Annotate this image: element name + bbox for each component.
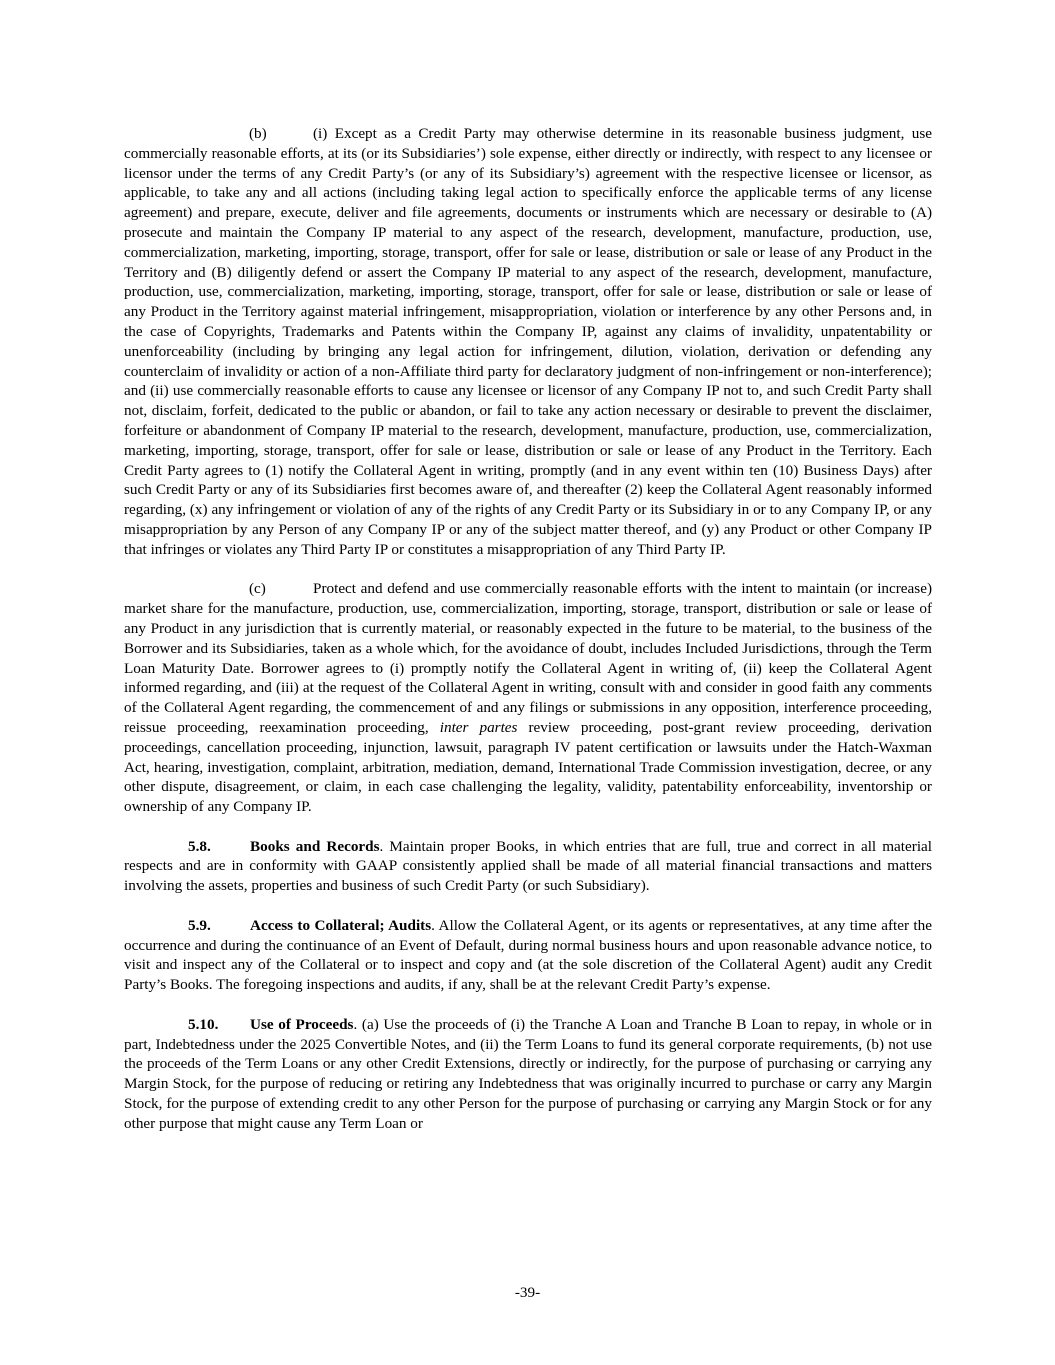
- paragraph-c-text-part-2: review proceeding, post-grant review proceeding, derivation proceedings, cancellation proceeding, injunction, lawsuit, paragraph IV patent certification or lawsuits under the Hatch-Waxman Act, hearing, investigation, complaint, arbitration, mediation, demand, International Trade Commission investigation, decree, or any other dispute, disagreement, or claim, in each case challenging the legality, validity, patentability enforceability, inventorship or ownership of any Company IP.: [124, 718, 933, 816]
- document-page: [124, 124, 932, 1153]
- section-5-9-number: 5.9.: [188, 916, 211, 934]
- paragraph-c: [124, 579, 932, 817]
- section-5-10-number: 5.10.: [188, 1015, 219, 1033]
- paragraph-b: [124, 124, 932, 560]
- section-5-10: [124, 1015, 932, 1134]
- section-5-8: [124, 837, 932, 896]
- paragraph-b-text: (i) Except as a Credit Party may otherwise determine in its reasonable business judgment, use commercially reasonable efforts, at its (or its Subsidiaries’) sole expense, either directly or indirectly, with respect to any licensee or licensor under the terms of any Credit Party’s (or any of its Subsidiary’s) agreement with the respective licensee or licensor, as applicable, to take any and all actions (including taking legal action to specifically enforce the applicable terms of any license agreement) and prepare, execute, deliver and file agreements, documents or instruments which are necessary or desirable to (A) prosecute and maintain the Company IP material to any aspect of the research, development, manufacture, production, use, commercialization, marketing, importing, storage, transport, offer for sale or lease, distribution or sale or lease of any Product in the Territory and (B) diligently defend or assert the Company IP material to any aspect of the research, development, manufacture, production, use, commercialization, marketing, importing, storage, transport, offer for sale or lease, distribution or sale or lease of any Product in the Territory against material infringement, misappropriation, violation or interference by any other Persons and, in the case of Copyrights, Trademarks and Patents within the Company IP, against any claims of invalidity, unpatentability or unenforceability (including by bringing any legal action for infringement, dilution, violation, derivation or defending any counterclaim of invalidity or action of a non-Affiliate third party for declaratory judgment of non-infringement or non-interference); and (ii) use commercially reasonable efforts to cause any licensee or licensor of any Company IP not to, and such Credit Party shall not, disclaim, forfeit, dedicated to the public or abandon, or fail to take any action necessary or desirable to prevent the disclaimer, forfeiture or abandonment of Company IP material to the research, development, manufacture, production, use, commercialization, marketing, importing, storage, transport, offer for sale or lease, distribution or sale or lease of any Product in the Territory. Each Credit Party agrees to (1) notify the Collateral Agent in writing, promptly (and in any event within ten (10) Business Days) after such Credit Party or any of its Subsidiaries first becomes aware of, and thereafter (2) keep the Collateral Agent reasonably informed regarding, (x) any infringement or violation of any of the rights of any Credit Party or its Subsidiary in or to any Company IP, or any misappropriation by any Person of any Company IP or any of the subject matter thereof, and (y) any Product or other Company IP that infringes or violates any Third Party IP or constitutes a misappropriation of any Third Party IP.: [124, 125, 932, 558]
- page-number: -39-: [514, 1284, 541, 1301]
- section-5-10-text: . (a) Use the proceeds of (i) the Tranche A Loan and Tranche B Loan to repay, in whole or in part, Indebtedness under the 2025 Convertible Notes, and (ii) the Term Loans to fund its general corporate requirements, (b) not use the proceeds of the Term Loans or any other Credit Extensions, directly or indirectly, for the purpose of purchasing or carrying any Margin Stock, for the purpose of reducing or retiring any Indebtedness that was originally incurred to purchase or carry any Margin Stock, for the purpose of extending credit to any other Person for the purpose of purchasing or carrying any Margin Stock or for any other purpose that might cause any Term Loan or: [124, 1015, 932, 1132]
- section-5-9: [124, 916, 932, 995]
- paragraph-c-italic-term: inter partes: [439, 718, 518, 736]
- section-5-9-title: Access to Collateral; Audits: [250, 916, 432, 934]
- section-5-8-number: 5.8.: [188, 837, 211, 855]
- section-5-10-title: Use of Proceeds: [250, 1015, 354, 1033]
- section-5-8-text: . Maintain proper Books, in which entries that are full, true and correct in all material respects and are in conformity with GAAP consistently applied shall be made of all material financial transactions and matters involving the assets, properties and business of such Credit Party (or such Subsidiary).: [124, 837, 932, 895]
- section-5-8-title: Books and Records: [250, 837, 380, 855]
- paragraph-c-text-part-1: Protect and defend and use commercially reasonable efforts with the intent to maintain (or increase) market share for the manufacture, production, use, commercialization, importing, storage, transport, distribution or sale or lease of any Product in any jurisdiction that is currently material, or reasonably expected in the future to be material, to the business of the Borrower and its Subsidiaries, taken as a whole which, for the avoidance of doubt, includes Included Jurisdictions, through the Term Loan Maturity Date. Borrower agrees to (i) promptly notify the Collateral Agent in writing of, (ii) keep the Collateral Agent informed regarding, and (iii) at the request of the Collateral Agent in writing, consult with and consider in good faith any comments of the Collateral Agent regarding, the commencement of and any filings or submissions in any opposition, interference proceeding, reissue proceeding, reexamination proceeding,: [124, 580, 932, 736]
- paragraph-b-label: (b): [249, 125, 267, 142]
- section-5-9-text: . Allow the Collateral Agent, or its agents or representatives, at any time after the occurrence and during the continuance of an Event of Default, during normal business hours and upon reasonable advance notice, to visit and inspect any of the Collateral or to inspect and copy and (at the sole discretion of the Collateral Agent) audit any Credit Party’s Books. The foregoing inspections and audits, if any, shall be at the relevant Credit Party’s expense.: [124, 916, 932, 994]
- paragraph-c-label: (c): [249, 580, 266, 598]
